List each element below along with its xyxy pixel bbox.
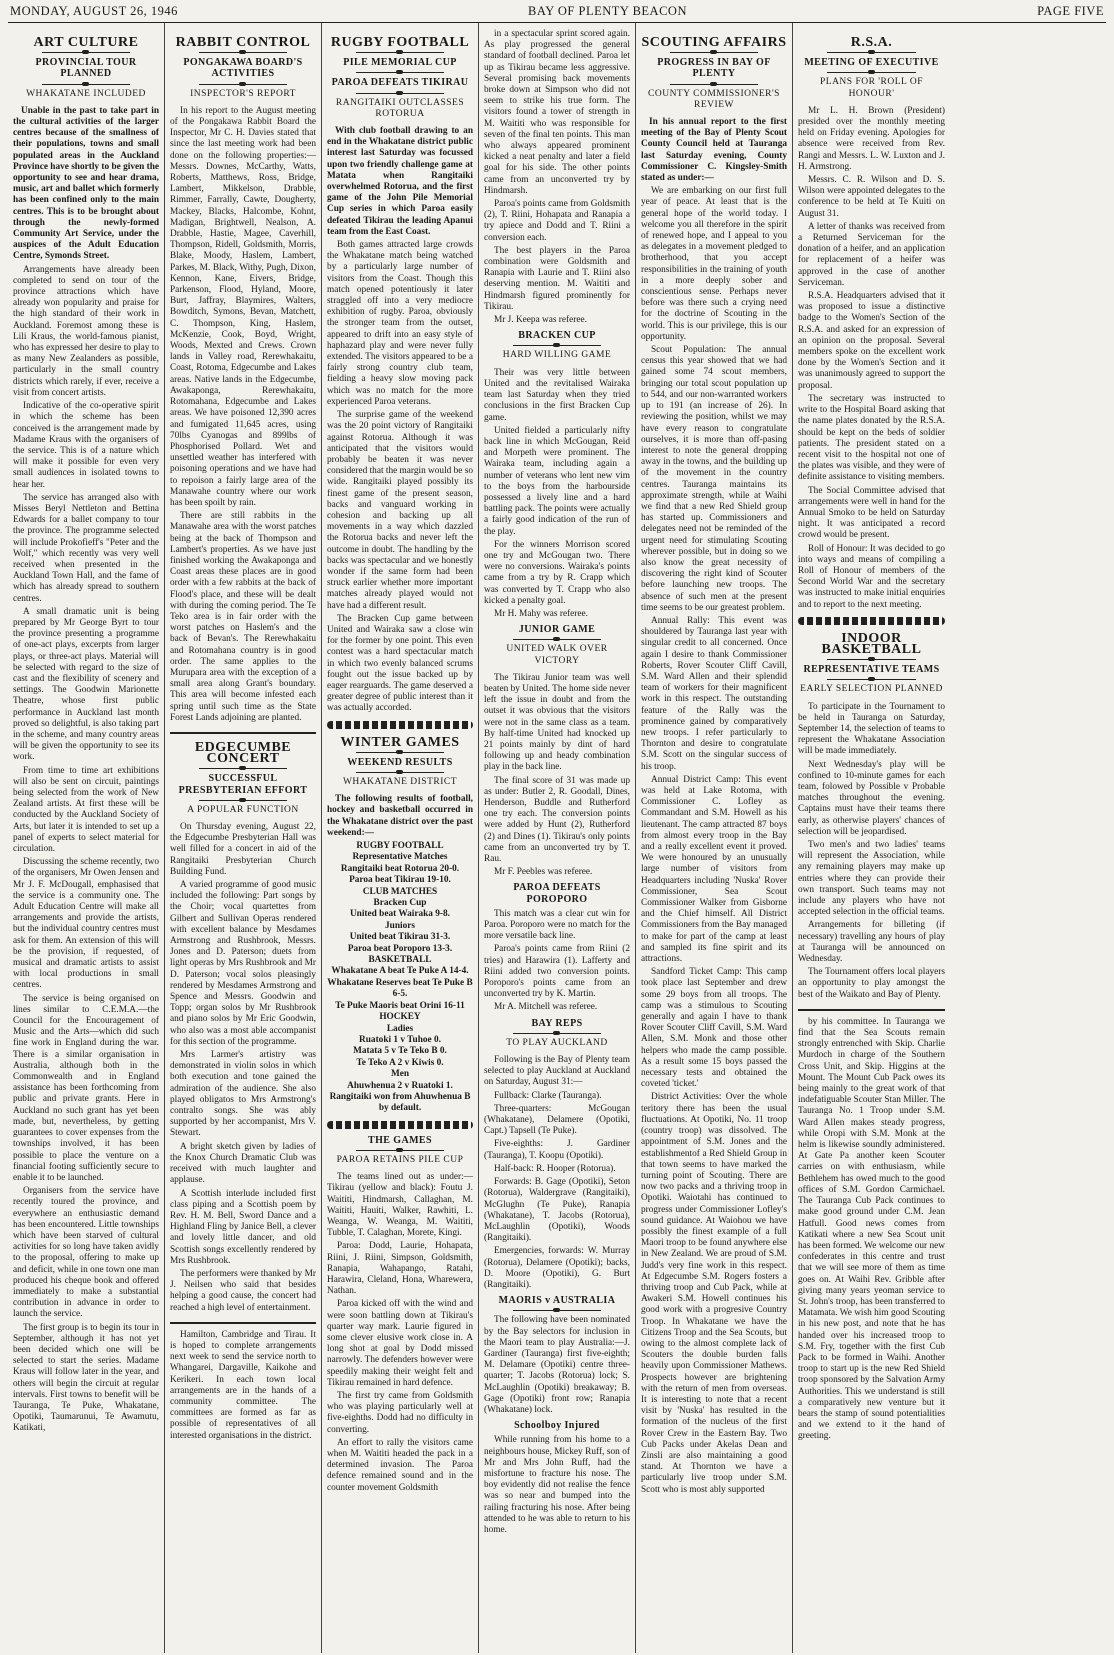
result-line: United beat Tikirau 31-3. — [349, 932, 451, 943]
paragraph: Annual Rally: This event was shouldered by Tauranga last year with singular credit to all concerned. Once again I desire to thank Commissioner Roberts, Rover Scouter Cliff Cavill, S.M. Ward Allen and their splendid team of workers for their magnificent work in this respect. The outstanding feature of the Rally was the prominence gained by comparatively new troops. I refer particularly to Thornton and desire to congratulate S.M. Scott on the singular success of his troop. — [641, 615, 787, 772]
page-number: PAGE FIVE — [1037, 4, 1104, 18]
paragraph: An effort to rally the visitors came when M. Waititi headed the pack in a determined invasion. The Paroa defence remained sound and in the counter movement Goldsmith — [327, 1437, 473, 1493]
kicker: WHAKATANE INCLUDED — [26, 88, 146, 99]
column-5 — [636, 23, 793, 1653]
headline: WINTER GAMES — [340, 734, 460, 750]
divider-rule — [42, 52, 130, 53]
paragraph: The surprise game of the weekend was the 20 point victory of Rangitaiki against Rotorua. Although it was anticipated that the visitors would probably be beaten it was never considered that the margin would be so wide. Rangitaiki played possibly its finest game of the present season, backs and vanguard working in cohesion and backing up all movements in a way which dazzled the Rotorua backs and never left the outcome in doubt. The handling by the backs was spectacular and we honestly wonder if the same form had been struck earlier whether more important matches already played would not have had a different result. — [327, 410, 473, 611]
section-break — [170, 732, 316, 734]
paragraph: Messrs. C. R. Wilson and D. S. Wilson were appointed delegates to the conference to be held at Te Kuiti on August 31. — [798, 175, 945, 219]
result-line: Ruatoki 1 v Tuhoe 0. — [359, 1034, 441, 1045]
paragraph: Paroa's points came from Goldsmith (2), T. Riini, Hohapata and Ranapia a try apiece and Dodd and T. Riini a conversion each. — [484, 199, 630, 243]
paragraph: Paroa: Dodd, Laurie, Hohapata, Riini, J. Riini, Simpson, Goldsmith, Ranapia, Wahapango, Ratahi, Harawira, Cleland, Hona, Wharewera, Nathan. — [327, 1241, 473, 1297]
result-line: United beat Wairaka 9-8. — [349, 909, 451, 920]
paragraph: In his report to the August meeting of the Pongakawa Rabbit Board the Inspector, Mr C. H. Davies stated that since the last meeting work had been done on the following properties:—Messrs. Downes, McCarthy, Watts, Roberts, Matthews, Ross, Bridge, Lambert, Mikkelson, Drabble, Rimmer, Farrally, Cawte, Dougherty, Mackey, Blacks, Halcombe, Kohnt, Madigan, Brightwell, Nealson, A. Drabble, Hastie, Magee, Caverhill, Thompson, Ridell, Goldsmith, Morris, Blake, Moody, Haslem, Lambert, Parkes, M. Black, Withy, Pugh, Dixon, Kennon, Kane, Eivers, Bridge, Parkenson, Flood, Hyland, Moore, Burt, Jaffray, Blaymires, Walters, Bowditch, Symons, Bevan, Matchett, C. Thompson, King, Haslem, McKenzie, Cook, Boyd, Wright, Woods, Mexted and Crews. Crown lands in Valley road, Rerewhakaitu, Coast, Rotoma, Edgecumbe and Lakes areas. Native lands in the Edgecumbe, Awakaponga, Rerewhakaitu, Rotomahana, Edgecumbe and Lakes areas. We have poisoned 12,390 acres and fumigated 11,645 acres, using 70lbs Cyanogas and 899lbs of Phosphorised Pollard. Wet and unsettled weather has interfered with poisoning operations and we have had to repoison a fairly large area of the Manawahe country where our work has been spoilt by rain. — [170, 105, 316, 508]
kicker: UNITED WALK OVER VICTORY — [506, 644, 608, 666]
paragraph: Fullback: Clarke (Tauranga). — [494, 1090, 602, 1101]
paragraph: The secretary was instructed to write to the Hospital Board asking that the name plates donated by the R.S.A. should be kept on the beds of soldier patients. The president stated on a recent visit to the hospital not one of the plates was visible, and they were of definite assistance to visiting members. — [798, 393, 945, 483]
paragraph: The first try came from Goldsmith who was playing particularly well at five-eighths. Dodd had no difficulty in converting. — [327, 1391, 473, 1435]
result-line: Representative Matches — [352, 852, 448, 863]
kicker: TO PLAY AUCKLAND — [506, 1037, 608, 1048]
headline: ART CULTURE — [33, 35, 139, 50]
subheadline: PROGRESS IN BAY OF PLENTY — [657, 57, 771, 80]
paragraph: Mr L. H. Brown (President) presided over the monthly meeting held on Friday evening. Apologies for absence were received from Rev. Rangi and Messrs. L. W. Luxton and J. H. Armstrong. — [798, 105, 945, 172]
paragraph: The Social Committee advised that arrangements were well in hand for the Annual Smoko to be held on Saturday night. It was anticipated a record crowd would be present. — [798, 485, 945, 541]
subheadline: PONGAKAWA BOARD'S ACTIVITIES — [183, 57, 303, 80]
result-line: Whakatane Reserves beat Te Puke B 6-5. — [327, 977, 473, 1000]
kicker: PLANS FOR 'ROLL OF HONOUR' — [819, 77, 923, 99]
paragraph: We are embarking on our first full year of peace. At least that is the general hope of the world today. I welcome you all therefore in the spirit of renewed hope, and I appeal to you as delegates in a movement pledged to brotherhood, that you accept responsibilities in the training of youth in a more deeply sober and conscientious sense. Perhaps never before was there such a crying need for the doctrine of Scouting in the world. This is our privilege, this is our opportunity. — [641, 186, 787, 342]
divider-rule — [356, 52, 444, 53]
paragraph: From time to time art exhibitions will also be sent on circuit, paintings being selected from the work of New Zealand artists. At first these will be conducted by the Auckland Society of Arts, but later it is intended to set up a panel of experts to select material for circulation. — [13, 765, 159, 855]
subheadline: PILE MEMORIAL CUP — [343, 57, 457, 69]
headline: RUGBY FOOTBALL — [330, 35, 470, 50]
headline: SCOUTING AFFAIRS — [641, 35, 787, 50]
subheadline: JUNIOR GAME — [518, 624, 596, 636]
paragraph: Scout Population: The annual census this year showed that we had gained some 74 scout members, bringing our total scout population up to 544, and our non-warranted workers up to 191 (an increase of 26). In reviewing the position, whilst we may have every reason to congratulate ourselves, it is more than off-pasing interest to note the general dropping away in the towns, and the building up of the movement in the country centres. Tauranga maintains its approximate strength, while at Waihi we find that a new Red Shield group has started up. Commissioners and delegates need not be reminded of the urgent need for stimulating Scouting wherever possible, but in doing so we also know the great necessity of discovering the right kind of Scouter before launching new troops. The absence of such men at the present time seems to be our greatest problem. — [641, 345, 787, 613]
divider-rule — [513, 1310, 601, 1311]
paragraph: Mr F. Peebles was referee. — [494, 867, 593, 878]
divider-rule — [827, 659, 915, 660]
paragraph: Mr J. Keepa was referee. — [494, 315, 587, 326]
paragraph: The teams lined out as under:—Tikirau (yellow and black): Foutu J. Waititi, Hindmarsh, Callaghan, M. Waititi, Hauiti, Walker, Rawhiti, L. Weanga, W. Weanga, M. Waititi, Tubble, T. Calaghan, Morete, Kingi. — [327, 1172, 473, 1239]
result-line: Paroa beat Poroporo 13-3. — [347, 943, 453, 954]
paragraph: Their was very little between United and the revitalised Wairaka team last Saturday when they tried conclusions in the first Bracken Cup game. — [484, 367, 630, 423]
paragraph: The final score of 31 was made up as under: Butler 2, R. Goodall, Dines, Henderson, Buddle and Rutherford one try each. The conversion points were added by Hunt (2), Rutherford (2) and Dines (1). Tikirau's only points came from an unconverted try by T. Rau. — [484, 775, 630, 865]
paragraph: The service has arranged also with Misses Beryl Nettleton and Bettina Edwards for a ballet company to tour the province. The programme selected will include Prokofieff's "Peter and the Wolf," which recently was very well received when presented in the Auckland Town Hall, and the fame of which has already spread to southern centres. — [13, 492, 159, 604]
result-line: BASKETBALL — [368, 955, 432, 966]
column-4 — [479, 23, 636, 1653]
result-line: HOCKEY — [379, 1012, 421, 1023]
paragraph: Two men's and two ladies' teams will represent the Association, while any remaining players may make up entries where they can provide their own transport. Such teams may not include any players who have not accepted selection in the official teams. — [798, 840, 945, 918]
subheadline: PROVINCIAL TOUR PLANNED — [35, 57, 137, 80]
divider-rule — [513, 639, 601, 640]
kicker: INSPECTOR'S REPORT — [190, 88, 296, 99]
result-line: Te Teko A 2 v Kiwis 0. — [356, 1057, 444, 1068]
paragraph: Sandford Ticket Camp: This camp took place last September and drew some 29 boys from all troops. The camp was a stimulous to Scouting generally and again I have to thank Rover Scouter Cliff Cavill, S.M. Ward Allen, S.M. Monk and those other helpers who made the camp possible. As a result some 15 boys passed the necessary tests and obtained the coveted 'ticket.' — [641, 967, 787, 1090]
headline: EDGECUMBE CONCERT — [194, 739, 292, 767]
result-line: Paroa beat Tikirau 19-10. — [349, 875, 451, 886]
kicker: HARD WILLING GAME — [502, 350, 612, 361]
kicker: WHAKATANE DISTRICT — [342, 776, 458, 787]
divider-rule — [199, 84, 287, 85]
paragraph: To participate in the Tournament to be held in Tauranga on Saturday, September 14, the selection of teams to represent the Whakatane Association will be made immediately. — [798, 701, 945, 757]
result-line: CLUB MATCHES — [362, 886, 438, 897]
divider-rule — [199, 768, 287, 769]
column-1 — [8, 23, 165, 1653]
paragraph: in a spectacular sprint scored again. As play progressed the general standard of football declined. Paroa let up as Tikirau became less aggressive. Several promising back movements broke down at Simpson who did not seem to strike his true form. The visitors found a tower of strength in M. Waititi who was responsible for seven of the final ten points. This man who always appeared prominent kicked a neat penalty and later a field goal for his side. The other points came from an unconverted try by Hindmarsh. — [484, 29, 630, 196]
divider-rule — [356, 1150, 444, 1151]
headline: R.S.A. — [850, 35, 893, 50]
paragraph: A varied programme of good music included the following: Part songs by the Choir; vocal quartettes from Gilbert and Sullivan Operas rendered with excellent balance by Mesdames Armstrong and Rushbrook, Messrs. Jones and D. Paterson; duets from light operas by Mrs Rushbrook and Mr D. Paterson; vocal solos pleasingly rendered by Mesdames Armstrong and Spence and Messrs. Goodwin and Topp; organ solos by Mr Rushbrook and piano solos by Mr Eric Goodwin, who also was a most able accompanist for this section of the programme. — [170, 880, 316, 1047]
paragraph: There are still rabbits in the Manawahe area with the worst patches being at the back of Thompson and Lambert's properties. As we have just finished working the Awakaponga and Coast areas these places are in good order with a few rabbits at the back of Flood's place, and these will be dealt with during the coming period. The Te Teko area is in fair order with the worst patches on Haslem's and the back of Bevan's. The Rerewhakaitu and Rotomahana country is in good order. The same applies to the Murupara area with the exception of a small area along Grant's boundary. This area will become infested each spring until such time as the State Forest Lands adjoining are planted. — [170, 511, 316, 723]
paragraph: On Thursday evening, August 22, the Edgecumbe Presbyterian Hall was well filled for a concert in aid of the Rangitaiki Presbyterian Church Building Fund. — [170, 822, 316, 877]
paragraph: Arrangements have already been completed to send on tour of the province attractions which have already won popularity and praise for the high standard of their work in Auckland. Foremost among these is Lili Kraus, the world-famous pianist, who has expressed her desire to play to as many New Zealanders as possible, particularly in the small country districts which rarely, if ever, receive a visit from concert artists. — [13, 264, 159, 398]
paragraph: Following is the Bay of Plenty team selected to play Auckland at Auckland on Saturday, August 31:— — [484, 1055, 630, 1088]
column-2 — [165, 23, 322, 1653]
paragraph: Half-back: R. Hooper (Rotorua). — [494, 1163, 616, 1174]
paragraph: Discussing the scheme recently, two of the organisers, Mr Owen Jensen and Mr J. F. McDougall, emphasised that the service is a community one. The Adult Education Centre will make all arrangements and provide the artists, but the individual country centres must ask for them. An extension of this will be the provision, if requested, of musical and dramatic artists to assist with local productions in small centres. — [13, 857, 159, 991]
divider-rule — [356, 72, 444, 73]
paragraph: The Tournament offers local players an opportunity to play amongst the best of the Waikato and Bay of Plenty. — [798, 967, 945, 1000]
result-line: Matata 5 v Te Teko B 0. — [353, 1046, 447, 1057]
lead-paragraph: In his annual report to the first meeting of the Bay of Plenty Scout County Council held at Tauranga last Saturday evening, County Commissioner C. Kingsley-Smith stated as under:— — [641, 117, 787, 184]
subheadline: PAROA DEFEATS TIKIRAU — [331, 77, 469, 89]
divider-ornament — [798, 617, 945, 625]
divider-rule — [827, 679, 915, 680]
paragraph: The Bracken Cup game between United and Wairaka saw a close win for the former by one point. This even contest was a hard spectacular match in which two evenly balanced scrums fought out the issue backed up by eager rearguards. The game deserved a greater degree of public interest than it was actually accorded. — [327, 613, 473, 714]
paragraph: by his committee. In Tauranga we find that the Sea Scouts remain strongly entrenched with Skip. Charlie Murdoch in charge of the Southern Cross Unit, and Skip. Higgins at the Mount. The Mount Cub Pack owes its being mainly to the great work of that indefatiguable Scouter Stan Miller. The Tauranga No. 1 Troop under S.M. Ward Allen makes steady progress, while Oropi with S.M. Monk at the helm is likewise soundly administered. At Gate Pa another keen Scouter carries on with enthusiasm, while Bethlehem has owed much to the good offices of S.M. Gordon Carmichael. The Tauranga Cub Pack continues to make good ground under C.M. Jean Hatfull. Good news comes from Katikati where a new Sea Scout unit has been formed. We welcome our new confederates in this centre and trust that we will see more of them as time goes on. At Waihi Rev. Gribble after giving many years yeoman service to St. John's troop, has been transferred to Matamata. We wish him good Scouting in his new post, and note that he has handed over his increased troop to S.M. Fry, together with the first Cub Pack to be formed in Waihi. Another troop to start up is the new Red Shield troop sponsored by the Salvation Army Authorities. This we understand is still a comparatively new venture but it bears the stamp of sound potentialities and we extend to it the hand of greeting. — [798, 1016, 945, 1442]
result-line: Ahuwhenua 2 v Ruatoki 1. — [347, 1080, 453, 1091]
paragraph: For the winners Morrison scored one try and McGougan two. There were no conversions. Wairaka's points came from a try by R. Crapp which was converted by T. Crapp who also kicked a penalty goal. — [484, 539, 630, 606]
divider-ornament — [327, 721, 473, 729]
divider-rule — [670, 52, 758, 53]
paragraph: The service is being organised on lines similar to C.E.M.A.—the Council for the Encouragement of Music and the Arts—which did such fine work in England during the war. There is a similar organisation in Australia, although both in the Commonwealth and in England assistance has been forthcoming from public and private grants. Here in Auckland no such grant has yet been made, but, nevertheless, by getting guarantees to cover expenses from the townships involved, it has been possible to place the venture on a financial footing sufficiently secure to enable it to be launched. — [13, 993, 159, 1183]
paragraph: R.S.A. Headquarters advised that it was proposed to issue a distinctive badge to the Women's Section of the R.S.A. and asked for an expression of an opinion on the proposal. Several members spoke on the excellent work done by the Women's Section and it was unanimously agreed to support the proposal. — [798, 291, 945, 391]
paragraph: A letter of thanks was received from a Returned Serviceman for the donation of a heifer, and an application for replacement of a heifer was approved in the case of another Serviceman. — [798, 221, 945, 288]
result-line: Te Puke Maoris beat Orini 16-11 — [335, 1000, 465, 1011]
result-line: Ladies — [386, 1023, 414, 1034]
paragraph: This match was a clear cut win for Paroa. Poroporo were no match for the more versatile back line. — [484, 908, 630, 942]
result-line: Rangitaiki beat Rotorua 20-0. — [340, 863, 460, 874]
paragraph: Mr H. Mahy was referee. — [494, 608, 588, 619]
section-break — [798, 1009, 945, 1011]
paragraph: The first group is to begin its tour in September, although it has not yet been decided which one will be selected to start the series. Madame Kraus will follow later in the year, and others will begin the circuit at regular intervals. First towns to benefit will be Tauranga, Te Puke, Whakatane, Opotiki, Taumarunui, Te Awamutu, Katikati, — [13, 1322, 159, 1434]
paragraph: Paroa's points came from Riini (2 tries) and Harawira (1). Lafferty and Riini added two conversion points. Poroporo's points came from an unconverted try by K. Martin. — [484, 944, 630, 1000]
paragraph: District Activities: Over the whole teritory there has been the usual fluctuations. At Opotiki, No. 11 troop (country troop) was dissolved. The appointment of S.M. Jones and the establishmentof a Red Shield Group in that town seems to have marked the turning point of Scouting. There are now two packs and a thriving troop in Opotiki. Waiotahi has continued to progress under Commissioner Lofley's sound guidance. At Waiohou we have possibly the finest example of a full Maori troop to be found anywhere else in New Zealand. We are proud of S.M. Judd's very fine work in this respect. At Edgecumbe S.M. Rogers fosters a thriving troop and Cub Pack, while at Awakeri S.M. Howell continues his good work with a progresive Country Troop. In Whakatane we have the Citizens Troop and the Sea Scouts, but owing to the almost complete lack of Scouters the double burden falls heavily upon Commissioner Mathews. Prospects however are brightening with the return of men from overseas. It is interesting to note that a recent visit by 'Nuska' has resulted in the formation of the nucleus of the first Rover Crew in the Eastern Bay. Two Cub Packs under Akelas Dean and Zinsli are also maintaining a good stand. At Thornton we have a particularly live troop under S.M. Scott who is most ably supported — [641, 1092, 787, 1495]
result-line: Whakatane A beat Te Puke A 14-4. — [331, 966, 469, 977]
paragraph: The Tikirau Junior team was well beaten by United. The home side never left the issue in doubt and from the outset it was obvious that the visitors were not in the same class as a team. By half-time United had knocked up 21 points mainly by dint of hard following up and heady combination play in the back line. — [484, 672, 630, 773]
divider-rule — [356, 93, 444, 94]
subheadline: Schoolboy Injured — [514, 1420, 600, 1432]
headline: INDOOR BASKETBALL — [821, 630, 922, 657]
newspaper-title: BAY OF PLENTY BEACON — [528, 4, 687, 18]
divider-rule — [513, 345, 601, 346]
paragraph: United fielded a particularly nifty back line in which McGougan, Reid and Morpeth were prominent. The Wairaka team, including again a number of veterans who lent new vim to the boys from the harbourside possessed a lively line and a hard battling pack. The points were actually a fairly good indication of the run of the play. — [484, 425, 630, 537]
paragraph: Forwards: B. Gage (Opotiki), Seton (Rotorua), Waldergrave (Rangitaiki), McGlughn (Te Puke), Ranapia (Whakatane), T. Jacobs (Rotorua), McLaughlin (Opotiki), Woods (Rangitaiki). — [484, 1177, 630, 1244]
subheadline: BAY REPS — [531, 1017, 583, 1029]
lead-paragraph: With club football drawing to an end in the Whakatane district public interest last Saturday was focussed upon two friendly challenge game at Matata when Rangitaiki overwhelmed Rotorua, and the first game of the John Pile Memorial Cup series in which Paroa easily defeated Tikirau the leading Apanui team from the East Coast. — [327, 126, 473, 237]
paragraph: Five-eighths: J. Gardiner (Tauranga), T. Koopu (Opotiki). — [484, 1139, 630, 1161]
lead-paragraph: Unable in the past to take part in the cultural activities of the larger centres because of the smallness of their populations, towns and small populated areas in the Auckland Province have shortly to be given the opportunity to see and hear drama, music, art and ballet which formerly has been confined only to the main centres. This is to be brought about through the newly-formed Community Art Service, under the auspices of the Adult Education Centre, Symonds Street. — [13, 105, 159, 262]
headline: RABBIT CONTROL — [175, 35, 311, 50]
kicker: A POPULAR FUNCTION — [187, 804, 299, 815]
divider-rule — [42, 84, 130, 85]
divider-rule — [199, 800, 287, 801]
subheadline: MEETING OF EXECUTIVE — [804, 57, 939, 69]
section-break — [170, 1322, 316, 1324]
result-line: RUGBY FOOTBALL — [356, 841, 444, 851]
paragraph: Next Wednesday's play will be confined to 10-minute games for each team, folowed by Possible v Probable matches throughout the evening. Captains must have their teams there early, as otherwise players' chances of selection will be jeopardised. — [798, 759, 945, 837]
paragraph: Indicative of the co-operative spirit in which the scheme has been conceived is the arrangement made by Madame Kraus with the organisers of the service. This is of a nature which will make it possible for even very small audiences in isolated towns to hear her. — [13, 401, 159, 490]
divider-rule — [199, 52, 287, 53]
kicker: RANGITAIKI OUTCLASSES ROTORUA — [335, 97, 465, 119]
divider-ornament — [327, 1121, 473, 1129]
kicker: EARLY SELECTION PLANNED — [800, 684, 943, 695]
subheadline: SUCCESSFUL PRESBYTERIAN EFFORT — [178, 773, 308, 796]
result-line: Juniors — [385, 920, 415, 931]
result-line: Men — [390, 1069, 410, 1080]
divider-rule — [356, 752, 444, 753]
divider-rule — [827, 52, 915, 53]
kicker: PAROA RETAINS PILE CUP — [336, 1154, 464, 1165]
paragraph: Paroa kicked off with the wind and were soon battling down at Tikirau's quarter way mark. Laurie figured in some clever elusive work close in. A long shot at goal by Dodd missed narrowly. The defenders however were speedily making their weight felt and Tikirau remained in hard defence. — [327, 1299, 473, 1388]
paragraph: A Scottish interlude included first class piping and a Scottish poem by Rev. H. M. Bell, Sword Dance and a Highland Fling by Janice Bell, a clever and lovely little dancer, and old Scottish songs excellently rendered by Mrs Rushbrook. — [170, 1188, 316, 1266]
paragraph: Roll of Honour: It was decided to go into ways and means of compiling a Roll of Honour of members of the Second World War and the secretary was instructed to make initial enquiries and to report to the next meeting. — [798, 543, 945, 610]
result-line: Bracken Cup — [373, 898, 427, 909]
divider-rule — [356, 772, 444, 773]
subheadline: PAROA DEFEATS POROPORO — [513, 882, 601, 905]
results-list — [327, 841, 473, 1115]
paragraph: Emergencies, forwards: W. Murray (Rotorua), Delamere (Opotiki); backs, D. Moore (Opotiki), G. Burt (Rangitaiki). — [484, 1246, 630, 1290]
divider-rule — [827, 72, 915, 73]
column-6 — [793, 23, 950, 1653]
paragraph: The following have been nominated by the Bay selectors for inclusion in the Maori team to play Australia:—J. Gardiner (Tauranga) first five-eighth; M. Delamare (Opotiki) centre three-quarter; T. Jacobs (Rotorua) lock; S. McLaughlin (Opotiki) breakaway; B. Gage (Opotiki) front row; Ranapia (Whakatane) lock. — [484, 1315, 630, 1415]
paragraph: The performers were thanked by Mr J. Neilsen who said that besides helping a good cause, the concert had reached a high level of entertainment. — [170, 1268, 316, 1313]
paragraph: A bright sketch given by ladies of the Knox Church Dramatic Club was received with much laughter and applause. — [170, 1141, 316, 1186]
paragraph: The best players in the Paroa combination were Goldsmith and Ranapia with Laurie and T. Riini also deserving mention. M. Waititi and Hindmarsh figured prominently for Tikirau. — [484, 245, 630, 312]
subheadline: REPRESENTATIVE TEAMS — [803, 664, 940, 676]
lead-paragraph: The following results of football, hockey and basketball occurred in the Whakatane district over the past weekend:— — [327, 794, 473, 838]
paragraph: Both games attracted large crowds the Whakatane match being watched by a particularly large number of visitors from the Coast. Though this match opened potentiously it later straggled off into a very mediocre exhibition of rugby. Paroa, obviously the stronger team from the outset, appeared to drift into an easy style of haphazard play and were never fully extended. The visitors appeared to be a fairly strong country club team, fielding a heavy slow moving pack which was no match for the more experienced Paroa veterans. — [327, 240, 473, 407]
paragraph: Three-quarters: McGougan (Whakatane), Delamere (Opotiki, Capt.) Tapsell (Te Puke). — [484, 1103, 630, 1137]
subheadline: MAORIS v AUSTRALIA — [498, 1295, 616, 1307]
divider-rule — [513, 1033, 601, 1034]
subheadline: BRACKEN CUP — [518, 330, 596, 342]
subheadline: WEEKEND RESULTS — [347, 756, 453, 768]
paragraph: A small dramatic unit is being prepared by Mr George Byrt to tour the province presenting a programme of one-act plays, excerpts from larger plays, or three-act plays. Material will be selected with regard to the size of cast and the flexibility of scenery and settings. The Goodwin Marionette Theatre, whose first public performance in Auckland last month proved so delightful, is also taking part in the scheme, and many country areas will be given the opportunity to see its work. — [13, 606, 159, 763]
paragraph: Mrs Larmer's artistry was demonstrated in violin solos in which both execution and tone gained the admiration of the audience. She also played obligatos to Mrs Armstrong's contralto songs. She was ably supported by her accompanist, Mrs V. Stewart. — [170, 1050, 316, 1139]
columns-container — [8, 23, 1106, 1653]
paragraph: While running from his home to a neighbours house, Mickey Ruff, son of Mr and Mrs John Ruff, had the misfortune to fracture his nose. The boy evidently did not realise the fence was so near and bumped into the railing fracturing his nose. After being attended to he was able to return to his home. — [484, 1435, 630, 1535]
result-line: Rangitaiki won from Ahuwhenua B by default. — [329, 1091, 471, 1114]
paragraph: Mr A. Mitchell was referee. — [494, 1002, 598, 1013]
kicker: COUNTY COMMISSIONER'S REVIEW — [648, 88, 780, 110]
column-3 — [322, 23, 479, 1653]
paragraph: Organisers from the service have recently toured the province, and everywhere an enthusiastic demand has been encountered. Little townships which have been starved of cultural activities for so long have taken avidly to the proposal, offering to make up and deficit, while in one town one man produced his cheque book and offered immediately to make a substantial contribution in advance in order to launch the service. — [13, 1186, 159, 1320]
subheadline: THE GAMES — [368, 1134, 432, 1146]
paragraph: Hamilton, Cambridge and Tirau. It is hoped to complete arrangements next week to send the service north to Whangarei, Dargaville, Kaikohe and Kerikeri. In each town local arrangements are in the hands of a community committee. The committees are formed as far as possible of representatives of all interested organisations in the district. — [170, 1329, 316, 1441]
issue-date: MONDAY, AUGUST 26, 1946 — [10, 4, 178, 18]
divider-rule — [670, 84, 758, 85]
masthead — [8, 4, 1106, 23]
paragraph: Annual District Camp: This event was held at Lake Rotoma, with Commissioner C. Lofley as Commandant and S.M. Howell as his lieutenant. The camp attracted 87 boys from almost every troop in the Bay and a really excellent event it proved. We were honoured by an unusually large number of visitors from Headquarters including 'Nuska' Rover Commissioner, Sea Scout Commissioner Walker from Gisborne and the Chief himself. All District Commissioners from the Bay managed to make for part of the camp at least and sampled its fine spirit and its attractions. — [641, 774, 787, 965]
paragraph: Arrangements for billeting (if necessary) travelling any hours of play at Tauranga will be announced on Wednesday. — [798, 920, 945, 965]
